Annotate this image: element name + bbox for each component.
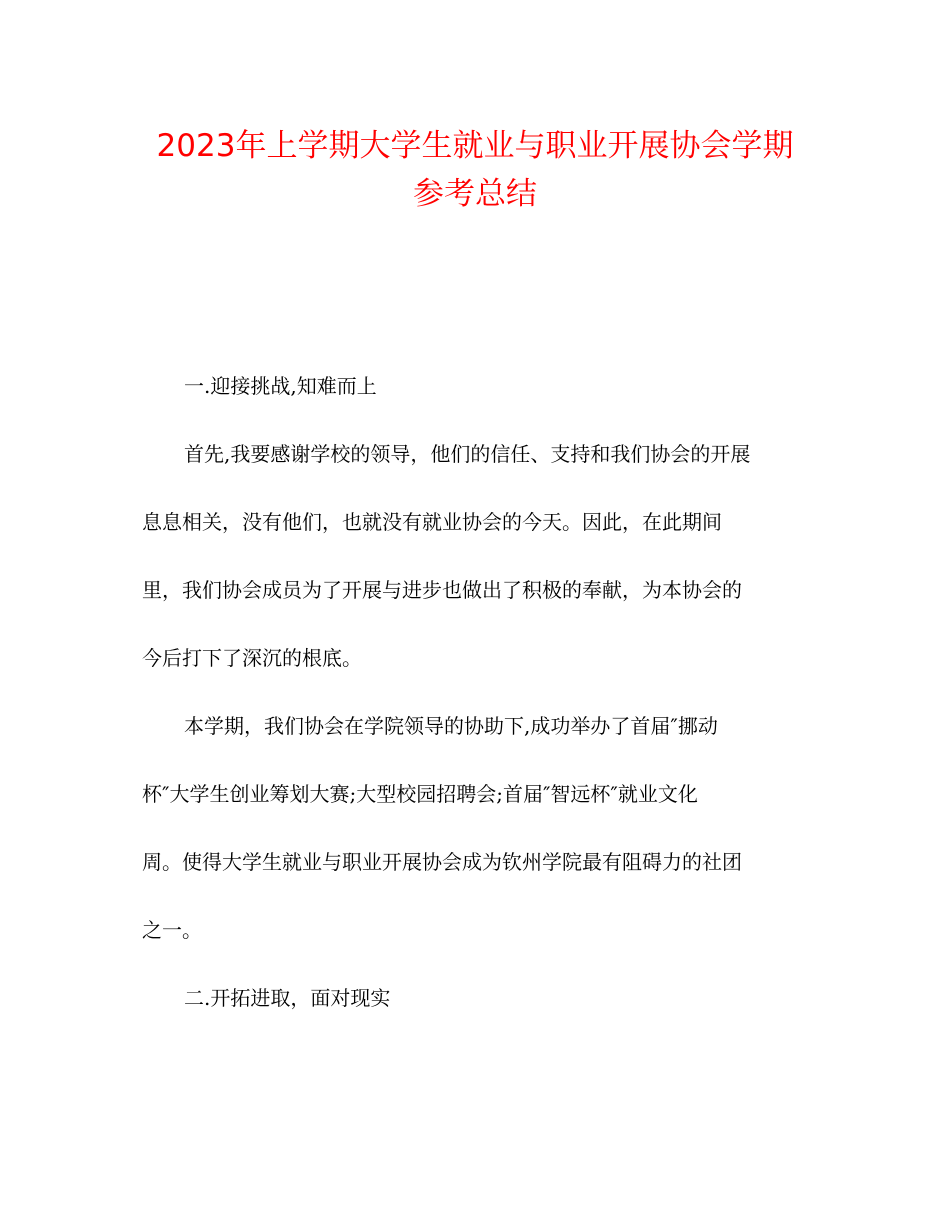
paragraph-2-line-1: 本学期，我们协会在学院领导的协助下,成功举办了首届″挪动 — [184, 714, 718, 738]
paragraph-1-line-4: 今后打下了深沉的根底。 — [142, 646, 362, 670]
paragraph-2-line-2: 杯″大学生创业筹划大赛;大型校园招聘会;首届″智远杯″就业文化 — [142, 782, 698, 806]
title-line-1: 2023年上学期大学生就业与职业开展协会学期 — [156, 128, 794, 164]
document-body — [142, 352, 812, 1032]
paragraph-2-line-3: 周。使得大学生就业与职业开展协会成为钦州学院最有阻碍力的社团 — [142, 850, 742, 874]
title-line-2: 参考总结 — [413, 176, 537, 212]
paragraph-1-line-3: 里，我们协会成员为了开展与进步也做出了积极的奉献，为本协会的 — [142, 578, 742, 602]
document-title — [0, 122, 950, 218]
paragraph-2-line-4: 之一。 — [142, 918, 202, 942]
section-heading-1: 一.迎接挑战,知难而上 — [184, 374, 377, 398]
section-heading-2: 二.开拓进取，面对现实 — [184, 986, 391, 1010]
paragraph-1-line-2: 息息相关，没有他们，也就没有就业协会的今天。因此，在此期间 — [142, 510, 722, 534]
paragraph-1-line-1: 首先,我要感谢学校的领导，他们的信任、支持和我们协会的开展 — [184, 442, 751, 466]
